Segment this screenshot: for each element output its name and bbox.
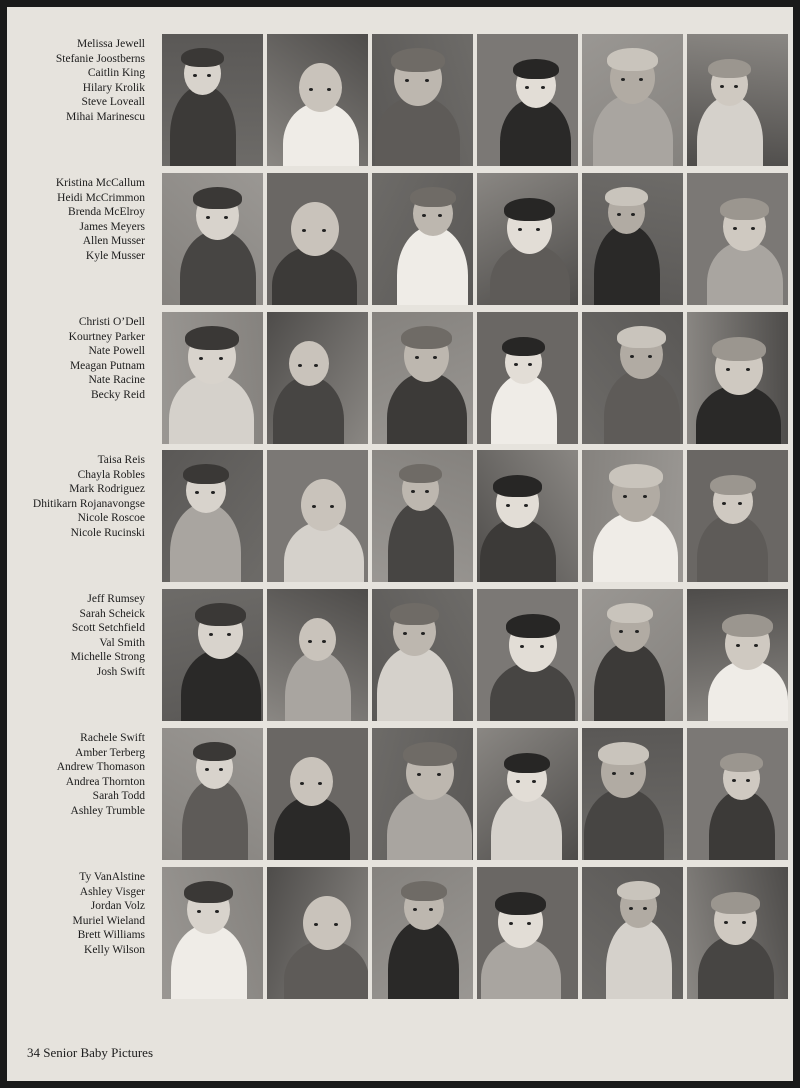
child-eye — [206, 216, 210, 219]
child-eye — [429, 908, 433, 911]
student-name: Kourtney Parker — [68, 330, 145, 343]
child-hair — [495, 892, 546, 915]
child-eye — [314, 923, 318, 926]
student-name-list — [7, 453, 145, 541]
child-hair — [502, 337, 545, 356]
child-eye — [309, 88, 313, 91]
child-hair — [399, 464, 442, 483]
child-hair — [403, 742, 457, 766]
child-eye — [518, 228, 522, 231]
child-eye — [738, 502, 742, 505]
child-eye — [509, 922, 513, 925]
baby-photo — [162, 450, 263, 582]
student-name: Heidi McCrimmon — [57, 191, 145, 204]
child-eye — [734, 85, 738, 88]
child-eye — [643, 495, 647, 498]
student-name: Muriel Wieland — [72, 914, 145, 927]
child-hair — [391, 48, 445, 72]
child-eye — [540, 645, 544, 648]
student-name: Taisa Reis — [97, 454, 145, 466]
baby-photo — [687, 173, 788, 305]
child-eye — [621, 78, 625, 81]
baby-photo — [477, 312, 578, 444]
senior-group-row — [7, 312, 793, 445]
child-hair — [184, 881, 233, 903]
student-name: Kyle Musser — [85, 249, 145, 262]
student-name-list — [7, 870, 145, 958]
child-eye — [746, 368, 750, 371]
student-name: Mark Rodriguez — [69, 483, 145, 496]
child-eye — [224, 216, 228, 219]
student-name: Ty VanAlstine — [79, 871, 145, 883]
senior-group-row — [7, 450, 793, 583]
child-eye — [405, 79, 409, 82]
section-title: Senior Baby Pictures — [43, 1045, 154, 1060]
baby-photo — [687, 312, 788, 444]
student-name: Nicole Rucinski — [70, 526, 145, 539]
child-hair — [720, 753, 763, 772]
child-eye — [506, 504, 510, 507]
child-eye — [630, 355, 634, 358]
child-eye — [514, 363, 518, 366]
student-name: Sarah Scheick — [79, 607, 145, 620]
baby-photo — [162, 312, 263, 444]
baby-photo — [477, 450, 578, 582]
child-eye — [425, 79, 429, 82]
child-eye — [520, 645, 524, 648]
student-name: Josh Swift — [96, 665, 145, 678]
child-eye — [425, 490, 429, 493]
baby-photo — [477, 728, 578, 860]
child-face — [299, 63, 342, 112]
child-eye — [219, 357, 223, 360]
student-name: Christi O’Dell — [78, 316, 145, 328]
child-hair — [607, 603, 653, 623]
child-hair — [183, 464, 229, 484]
child-eye — [525, 86, 529, 89]
baby-photo — [582, 728, 683, 860]
child-eye — [433, 356, 437, 359]
baby-photo — [477, 867, 578, 999]
child-eye — [751, 227, 755, 230]
student-name: Dhitikarn Rojanavongse — [32, 497, 145, 510]
child-eye — [541, 86, 545, 89]
child-eye — [413, 908, 417, 911]
child-eye — [528, 363, 532, 366]
child-eye — [417, 773, 421, 776]
child-hair — [609, 464, 663, 488]
child-eye — [298, 364, 302, 367]
baby-photo — [372, 450, 473, 582]
child-hair — [401, 881, 447, 901]
child-eye — [724, 921, 728, 924]
student-name: Mihai Marinescu — [66, 110, 145, 123]
child-hair — [617, 326, 666, 348]
child-eye — [726, 368, 730, 371]
child-eye — [732, 779, 736, 782]
child-eye — [205, 768, 209, 771]
student-name: Andrea Thornton — [65, 775, 145, 788]
child-hair — [708, 59, 751, 78]
child-eye — [736, 644, 740, 647]
baby-photo — [267, 312, 368, 444]
child-eye — [527, 922, 531, 925]
child-eye — [619, 630, 623, 633]
child-eye — [330, 505, 334, 508]
child-eye — [516, 780, 520, 783]
child-face — [290, 757, 333, 806]
baby-photo — [372, 867, 473, 999]
child-eye — [630, 772, 634, 775]
child-face — [301, 479, 346, 531]
child-eye — [209, 633, 213, 636]
baby-photo — [162, 34, 263, 166]
yearbook-page — [7, 7, 793, 1081]
student-name: Ashley Trumble — [70, 804, 145, 817]
child-hair — [504, 753, 550, 773]
senior-group-row — [7, 34, 793, 167]
baby-photo — [582, 34, 683, 166]
student-name: Michelle Strong — [70, 651, 145, 664]
child-hair — [607, 48, 658, 71]
student-name: James Meyers — [79, 220, 145, 233]
child-eye — [199, 357, 203, 360]
student-name: Melissa Jewell — [76, 38, 145, 50]
child-eye — [300, 782, 304, 785]
child-eye — [322, 640, 326, 643]
baby-photo — [687, 589, 788, 721]
child-eye — [193, 74, 197, 77]
baby-photo — [372, 34, 473, 166]
child-hair — [598, 742, 649, 765]
baby-photo — [582, 450, 683, 582]
child-eye — [733, 227, 737, 230]
student-name: Caitlin King — [87, 67, 145, 80]
child-hair — [185, 326, 239, 350]
student-name: Stefanie Joostberns — [55, 52, 145, 65]
child-eye — [623, 495, 627, 498]
child-eye — [639, 78, 643, 81]
student-name: Jeff Rumsey — [87, 593, 145, 605]
baby-photo — [267, 728, 368, 860]
baby-photo — [582, 867, 683, 999]
senior-group-row — [7, 867, 793, 1000]
baby-photo — [162, 589, 263, 721]
child-eye — [742, 921, 746, 924]
child-eye — [219, 768, 223, 771]
child-eye — [629, 907, 633, 910]
student-name: Andrew Thomason — [56, 761, 145, 774]
baby-photo — [687, 450, 788, 582]
baby-photo — [267, 867, 368, 999]
child-eye — [437, 773, 441, 776]
student-name-list — [7, 592, 145, 680]
baby-photo — [267, 173, 368, 305]
child-eye — [314, 364, 318, 367]
child-eye — [524, 504, 528, 507]
baby-photo — [582, 312, 683, 444]
baby-photo — [372, 589, 473, 721]
baby-photo — [687, 34, 788, 166]
baby-photo — [582, 173, 683, 305]
child-face — [289, 341, 329, 386]
child-hair — [710, 475, 756, 495]
baby-photo — [267, 589, 368, 721]
baby-photo — [267, 34, 368, 166]
child-eye — [648, 355, 652, 358]
student-name: Val Smith — [99, 636, 145, 649]
child-eye — [411, 490, 415, 493]
baby-photo — [477, 34, 578, 166]
child-eye — [746, 779, 750, 782]
child-eye — [195, 491, 199, 494]
student-name: Kristina McCallum — [55, 177, 145, 189]
child-eye — [308, 640, 312, 643]
senior-group-row — [7, 728, 793, 861]
child-hair — [722, 614, 773, 637]
child-eye — [318, 782, 322, 785]
child-hair — [410, 187, 456, 207]
student-name: Amber Terberg — [75, 746, 145, 759]
child-eye — [415, 356, 419, 359]
child-hair — [504, 198, 555, 221]
child-eye — [536, 228, 540, 231]
page-footer — [27, 1045, 153, 1061]
student-name-list — [7, 315, 145, 403]
child-eye — [722, 502, 726, 505]
student-name-list — [7, 176, 145, 264]
child-hair — [193, 742, 236, 761]
child-eye — [617, 213, 621, 216]
child-eye — [422, 214, 426, 217]
student-name: Kelly Wilson — [84, 943, 145, 956]
child-hair — [390, 603, 439, 625]
child-hair — [711, 892, 760, 914]
child-eye — [635, 630, 639, 633]
child-eye — [211, 491, 215, 494]
baby-photo — [687, 728, 788, 860]
child-hair — [195, 603, 246, 626]
student-name: Brenda McElroy — [68, 206, 145, 219]
student-name: Becky Reid — [91, 388, 145, 401]
child-hair — [513, 59, 559, 79]
student-name: Chayla Robles — [77, 468, 145, 481]
baby-photo — [267, 450, 368, 582]
child-eye — [227, 633, 231, 636]
child-hair — [605, 187, 648, 206]
student-name: Ashley Visger — [79, 885, 145, 898]
child-eye — [631, 213, 635, 216]
child-eye — [754, 644, 758, 647]
child-eye — [438, 214, 442, 217]
student-name: Hilary Krolik — [82, 81, 145, 94]
child-eye — [612, 772, 616, 775]
child-eye — [327, 88, 331, 91]
child-face — [291, 202, 339, 256]
student-name-list — [7, 37, 145, 125]
child-eye — [421, 632, 425, 635]
child-eye — [207, 74, 211, 77]
student-name: Meagan Putnam — [69, 359, 145, 372]
student-name: Sarah Todd — [92, 790, 145, 803]
baby-photo — [477, 173, 578, 305]
baby-photo — [582, 589, 683, 721]
child-eye — [302, 229, 306, 232]
child-eye — [322, 229, 326, 232]
child-hair — [506, 614, 560, 638]
baby-photo — [162, 728, 263, 860]
child-eye — [312, 505, 316, 508]
student-name: Nate Powell — [88, 345, 145, 358]
baby-photo — [162, 867, 263, 999]
student-name: Nate Racine — [88, 374, 145, 387]
student-name: Rachele Swift — [80, 732, 145, 744]
child-hair — [617, 881, 660, 900]
child-hair — [193, 187, 242, 209]
student-name: Steve Loveall — [81, 96, 145, 109]
child-eye — [643, 907, 647, 910]
child-eye — [720, 85, 724, 88]
senior-group-row — [7, 173, 793, 306]
baby-photo — [687, 867, 788, 999]
senior-group-row — [7, 589, 793, 722]
student-name: Allen Musser — [82, 235, 145, 248]
child-eye — [532, 780, 536, 783]
student-name: Brett Williams — [77, 929, 145, 942]
student-name: Nicole Roscoe — [77, 512, 145, 525]
child-hair — [720, 198, 769, 220]
student-name-list — [7, 731, 145, 819]
child-eye — [197, 910, 201, 913]
child-hair — [401, 326, 452, 349]
student-name: Jordan Volz — [90, 900, 145, 913]
child-face — [299, 618, 336, 661]
child-hair — [181, 48, 224, 67]
child-hair — [493, 475, 542, 497]
child-eye — [215, 910, 219, 913]
child-face — [303, 896, 351, 950]
baby-photo — [477, 589, 578, 721]
child-hair — [712, 337, 766, 361]
baby-photo — [162, 173, 263, 305]
child-eye — [334, 923, 338, 926]
child-eye — [403, 632, 407, 635]
baby-photo — [372, 728, 473, 860]
page-number: 34 — [27, 1045, 40, 1060]
student-name: Scott Setchfield — [71, 622, 145, 635]
baby-photo — [372, 312, 473, 444]
baby-photo — [372, 173, 473, 305]
